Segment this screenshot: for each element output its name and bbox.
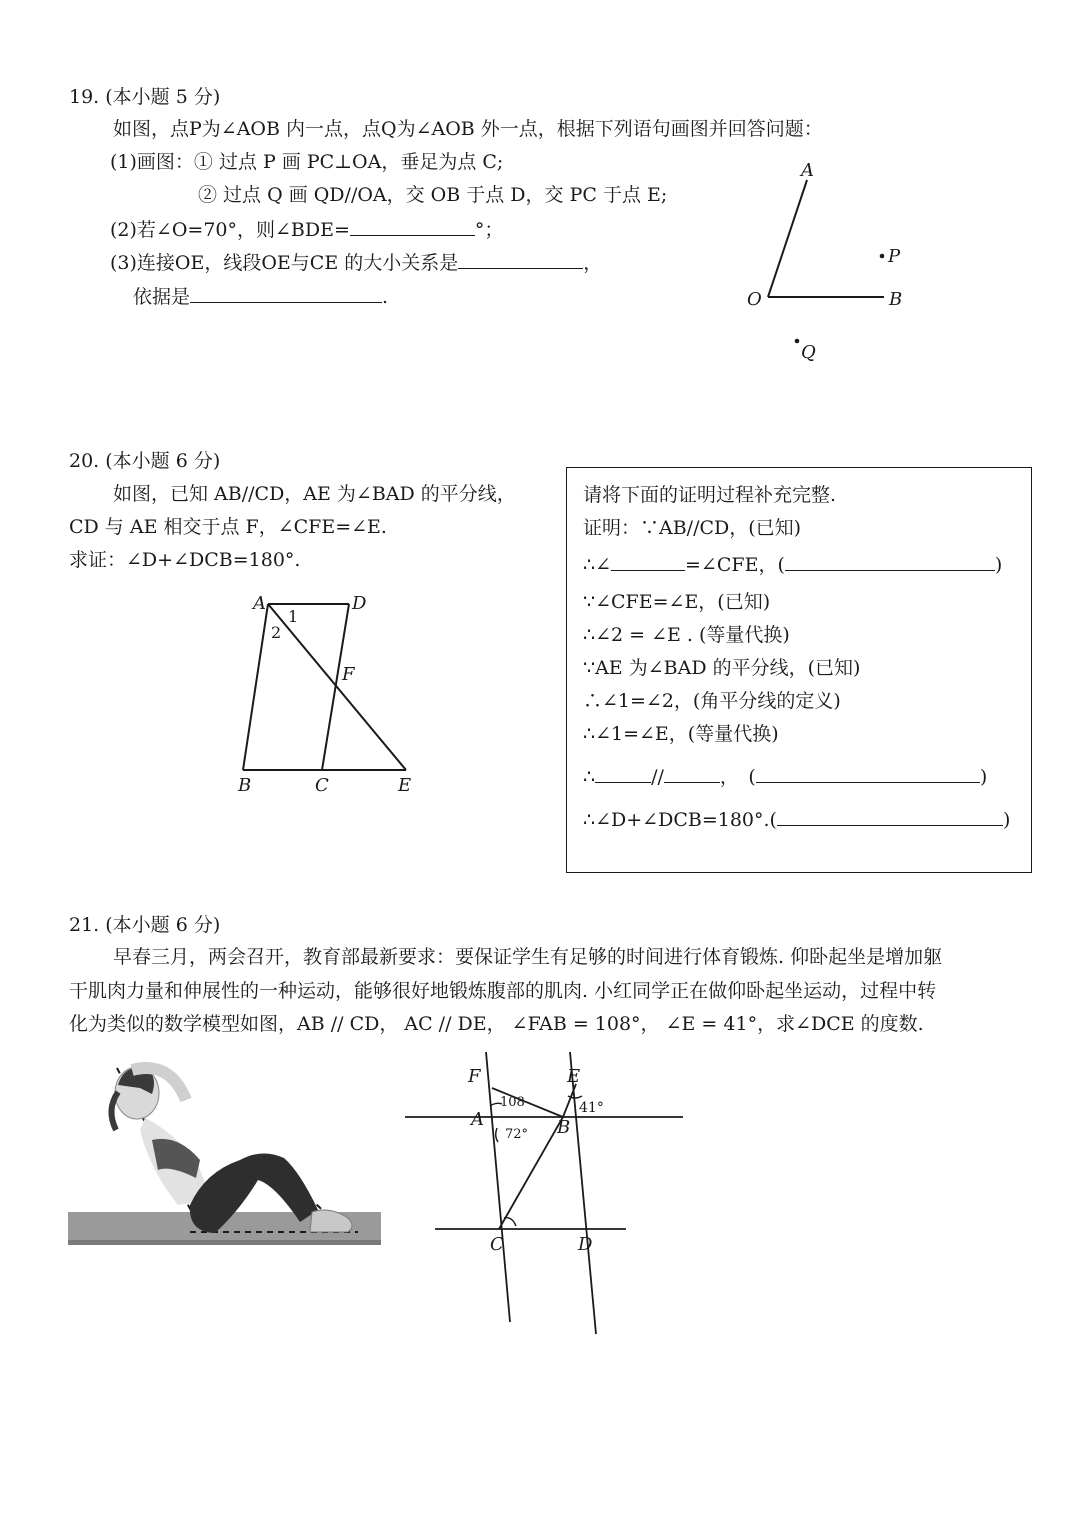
q19-header: 19. (本小题 5 分) xyxy=(69,86,221,108)
q20-line1: 如图，已知 AB//CD，AE 为∠BAD 的平分线， xyxy=(113,483,516,505)
proof-line-8-mid: ， ( xyxy=(719,766,756,788)
q20-header: 20. (本小题 6 分) xyxy=(69,450,221,472)
label-d: D xyxy=(352,593,367,614)
label-p: P xyxy=(888,246,901,267)
label-f: F xyxy=(468,1066,481,1087)
q19-part3-comma: ， xyxy=(583,252,603,274)
label-q: Q xyxy=(801,342,816,363)
proof-line-5: ∵AE 为∠BAD 的平分线，(已知) xyxy=(583,657,861,679)
label-b: B xyxy=(557,1117,571,1138)
label-c: C xyxy=(490,1234,504,1255)
proof-line-2-start: ∴∠ xyxy=(583,554,612,576)
label-b: B xyxy=(238,775,252,796)
q20-line3: 求证：∠D+∠DCB=180°. xyxy=(69,549,301,571)
q19-part2-unit: °； xyxy=(474,219,504,241)
handwritten-108: 108 xyxy=(500,1095,525,1110)
proof-line-1: 证明：∵AB//CD，(已知) xyxy=(583,517,802,539)
proof-line-8-end: ) xyxy=(979,766,988,788)
q19-part1a: (1)画图：① 过点 P 画 PC⊥OA，垂足为点 C; xyxy=(110,151,504,173)
proof-line-2-end: ) xyxy=(994,554,1003,576)
proof-line-8-start: ∴ xyxy=(583,766,596,788)
proof-line-2-mid: =∠CFE，( xyxy=(685,554,785,576)
line-fc-extended xyxy=(486,1052,510,1322)
angle-mark-dce xyxy=(504,1218,516,1226)
q19-part1b: ② 过点 Q 画 QD//OA，交 OB 于点 D，交 PC 于点 E; xyxy=(198,184,668,206)
proof-title: 请将下面的证明过程补充完整. xyxy=(583,484,837,506)
handwritten-72: 72° xyxy=(505,1127,529,1142)
label-a: A xyxy=(253,593,266,614)
line-ed-extended xyxy=(570,1052,596,1334)
q20-line2: CD 与 AE 相交于点 F，∠CFE=∠E. xyxy=(69,516,387,538)
label-a: A xyxy=(801,160,814,181)
label-b: B xyxy=(889,289,903,310)
q19-basis-text: 依据是 xyxy=(133,286,191,308)
proof-line-6: ∴∠1=∠2，(角平分线的定义) xyxy=(583,690,841,712)
label-angle-2: 2 xyxy=(271,623,282,642)
label-c: C xyxy=(315,775,329,796)
proof-line-9-start: ∴∠D+∠DCB=180°.( xyxy=(583,809,777,831)
proof-line-7: ∴∠1=∠E，(等量代换) xyxy=(583,723,779,745)
q19-basis-period: . xyxy=(382,286,389,308)
angle-mark-bac xyxy=(496,1128,498,1142)
proof-line-3: ∵∠CFE=∠E，(已知) xyxy=(583,591,771,613)
proof-line-9-end: ) xyxy=(1002,809,1011,831)
label-angle-1: 1 xyxy=(288,607,299,626)
label-e: E xyxy=(567,1066,581,1087)
q21-header: 21. (本小题 6 分) xyxy=(69,914,221,936)
label-d: D xyxy=(578,1234,593,1255)
label-f: F xyxy=(342,664,355,685)
q21-paragraph-3: 化为类似的数学模型如图，AB // CD， AC // DE， ∠FAB = 108°， ∠E = 41°，求∠DCE 的度数. xyxy=(69,1013,924,1035)
q21-paragraph-1: 早春三月，两会召开，教育部最新要求：要保证学生有足够的时间进行体育锻炼. 仰卧起坐是增加躯 xyxy=(113,946,943,968)
q19-intro: 如图，点P为∠AOB 内一点，点Q为∠AOB 外一点，根据下列语句画图并回答问题： xyxy=(113,118,823,140)
q19-part2-text: (2)若∠O=70°，则∠BDE= xyxy=(110,219,350,241)
label-e: E xyxy=(398,775,412,796)
label-a: A xyxy=(471,1109,484,1130)
handwritten-41: 41° xyxy=(579,1100,604,1116)
q19-part3-text: (3)连接OE，线段OE与CE 的大小关系是 xyxy=(110,252,459,274)
label-o: O xyxy=(747,289,762,310)
proof-parallel-sign: // xyxy=(651,766,664,788)
q21-paragraph-2: 干肌肉力量和伸展性的一种运动，能够很好地锻炼腹部的肌肉. 小红同学正在做仰卧起坐运动，过程中转 xyxy=(69,980,937,1002)
proof-line-4: ∴∠2 = ∠E . (等量代换) xyxy=(583,624,790,646)
